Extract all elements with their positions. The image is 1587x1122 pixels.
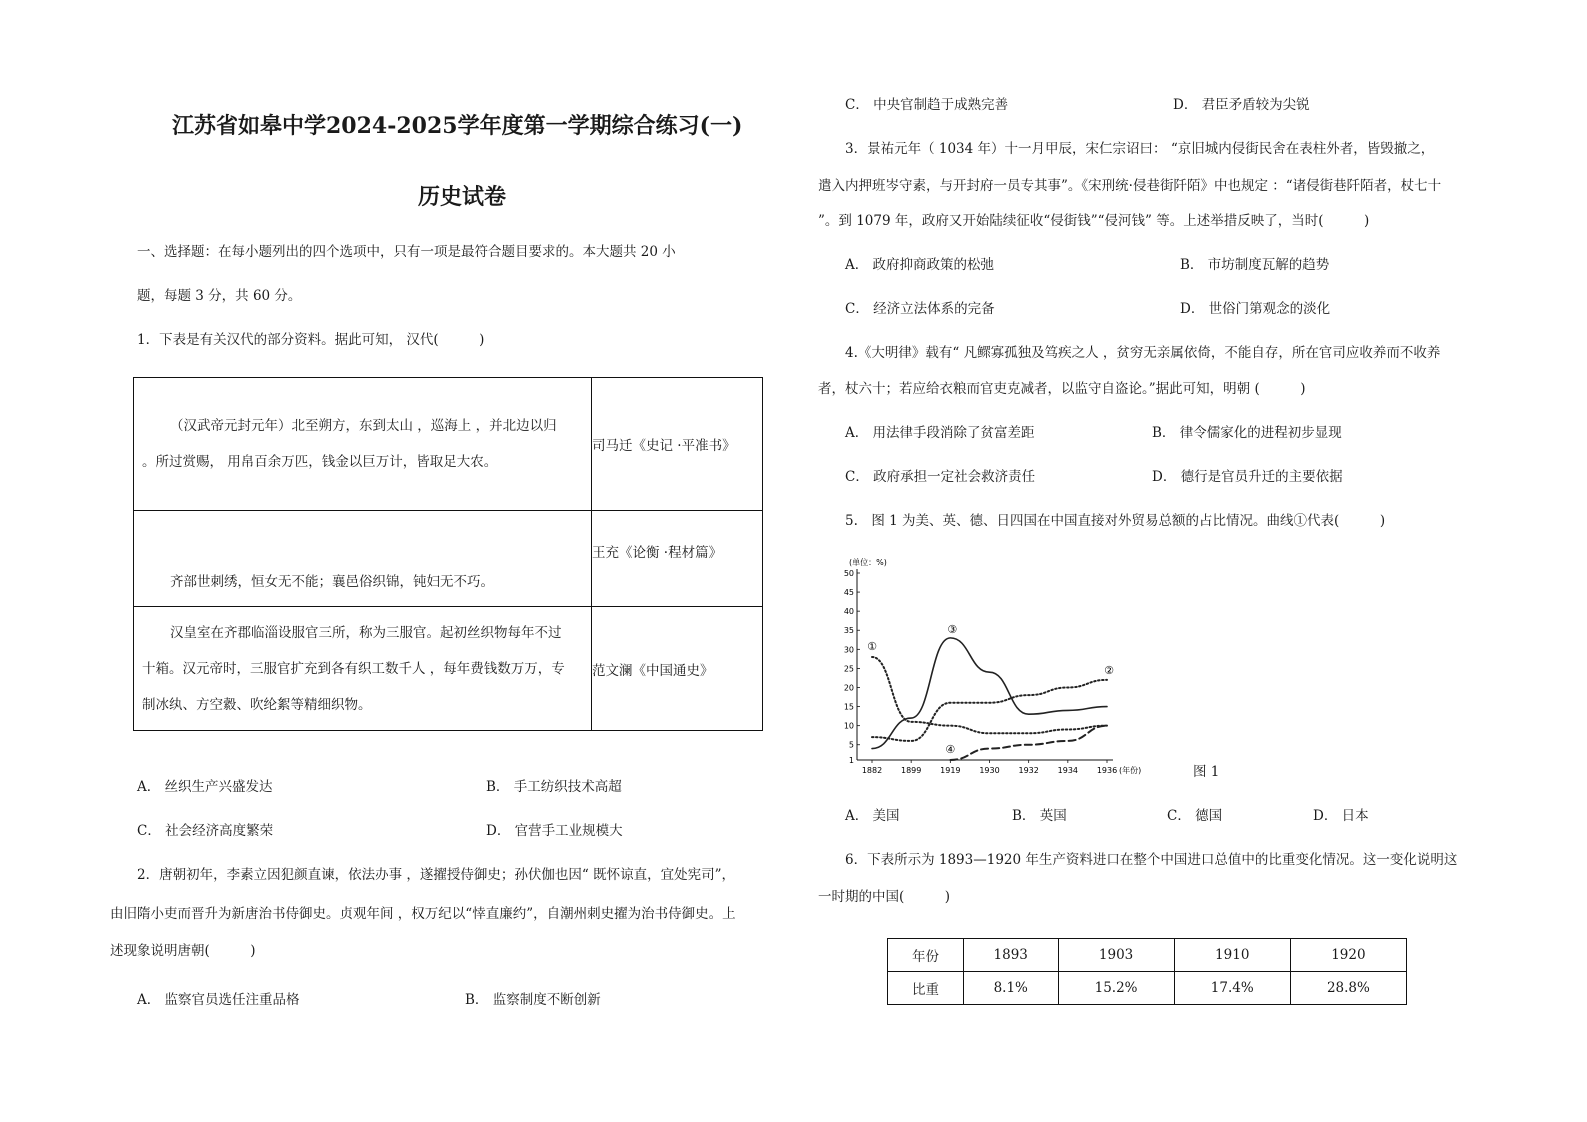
q3-option-c[interactable]: C． 经济立法体系的完备 xyxy=(845,301,995,317)
q1-cell-text: 齐部世刺绣，恒女无不能；襄邑俗织锦，钝妇无不巧。 xyxy=(134,511,592,607)
q1-option-d[interactable]: D． 官营手工业规模大 xyxy=(486,823,623,839)
series-label: ① xyxy=(867,639,877,653)
table-cell: 1920 xyxy=(1290,939,1406,972)
table-row xyxy=(888,972,1407,1005)
q1-cell-source: 司马迁《史记 ·平准书》 xyxy=(592,378,763,511)
table-cell: 1910 xyxy=(1174,939,1290,972)
x-axis-label: (年份) xyxy=(1119,766,1142,775)
x-tick-label: 1934 xyxy=(1057,766,1079,775)
x-tick-label: 1930 xyxy=(979,766,1000,775)
table-cell: 比重 xyxy=(888,972,964,1005)
q4-line1: 4.《大明律》载有“ 凡鳏寡孤独及笃疾之人 ，贫穷无亲属依倚，不能自存，所在官司应收养而不收养 xyxy=(845,345,1441,361)
q1-stem: 1．下表是有关汉代的部分资料。据此可知， 汉代( ) xyxy=(137,332,485,348)
y-tick-label: 50 xyxy=(843,569,854,578)
series-line xyxy=(872,657,1107,733)
q3-line1: 3．景祐元年（ 1034 年）十一月甲辰，宋仁宗诏曰： “京旧城内侵街民舍在表柱外者，皆毁撤之， xyxy=(845,141,1435,157)
q2-option-a[interactable]: A． 监察官员选任注重品格 xyxy=(137,992,300,1008)
q4-option-d[interactable]: D． 德行是官员升迁的主要依据 xyxy=(1152,469,1343,485)
q3-option-a[interactable]: A． 政府抑商政策的松弛 xyxy=(845,257,995,273)
q3-line3: ”。到 1079 年，政府又开始陆续征收“侵街钱”“侵河钱” 等。上述举措反映了，当时( ) xyxy=(818,213,1370,229)
table-cell: 1903 xyxy=(1058,939,1174,972)
table-cell: 28.8% xyxy=(1290,972,1406,1005)
series-label: ② xyxy=(1104,663,1114,677)
figure-label: 图 1 xyxy=(1193,764,1220,780)
series-line xyxy=(872,638,1107,749)
q5-option-a[interactable]: A． 美国 xyxy=(845,808,900,824)
y-tick-label: 40 xyxy=(843,607,854,617)
q3-option-b[interactable]: B． 市坊制度瓦解的趋势 xyxy=(1180,257,1330,273)
x-tick-label: 1882 xyxy=(861,766,883,775)
table-row xyxy=(134,511,763,607)
q3-line2: 遣入内押班岑守素，与开封府一员专其事”。《宋刑统·侵巷街阡陌》中也规定 ：“诸侵街巷阡陌者，杖七十 xyxy=(818,178,1442,194)
y-tick-label: 45 xyxy=(843,588,854,598)
y-tick-label: 20 xyxy=(843,683,854,693)
table-row xyxy=(134,607,763,731)
q1-source-table xyxy=(133,377,763,731)
table-cell: 1893 xyxy=(963,939,1058,972)
q2-line3: 述现象说明唐朝( ) xyxy=(110,943,256,959)
y-axis-label: (单位：%) xyxy=(849,558,887,567)
y-tick-label: 1 xyxy=(848,756,854,765)
q1-cell-source: 范文澜《中国通史》 xyxy=(592,607,763,731)
series-label: ④ xyxy=(945,743,956,756)
q5-stem: 5. 图 1 为美、英、德、日四国在中国直接对外贸易总额的占比情况。曲线①代表( ) xyxy=(845,513,1386,529)
q5-option-b[interactable]: B． 英国 xyxy=(1012,808,1067,824)
q6-line1: 6．下表所示为 1893—1920 年生产资料进口在整个中国进口总值中的比重变化情况。这一变化说明这 xyxy=(845,852,1458,868)
q6-import-table xyxy=(887,938,1407,1005)
page-subtitle: 历史试卷 xyxy=(418,184,507,210)
q2-option-d[interactable]: D． 君臣矛盾较为尖锐 xyxy=(1173,97,1310,113)
x-tick-label: 1919 xyxy=(940,766,961,775)
y-tick-label: 5 xyxy=(848,740,854,750)
y-tick-label: 35 xyxy=(843,626,854,636)
table-cell: 17.4% xyxy=(1174,972,1290,1005)
q4-option-c[interactable]: C． 政府承担一定社会救济责任 xyxy=(845,469,1036,485)
q5-option-d[interactable]: D． 日本 xyxy=(1313,808,1369,824)
q2-line2: 由旧隋小吏而晋升为新唐治书侍御史。贞观年间 ，权万纪以“悻直廉约”，自潮州刺史擢为治书侍御史。上 xyxy=(110,906,736,922)
q4-option-a[interactable]: A． 用法律手段消除了贫富差距 xyxy=(845,425,1035,441)
q2-line1: 2．唐朝初年，李素立因犯颜直谏，依法办事 ，遂擢授侍御史；孙伏伽也因“ 既怀谅直，宜处宪司”， xyxy=(137,867,735,883)
q6-line2: 一时期的中国( ) xyxy=(818,889,951,905)
trade-share-chart xyxy=(845,555,1155,785)
table-row xyxy=(888,939,1407,972)
y-tick-label: 25 xyxy=(843,664,854,674)
q1-option-a[interactable]: A． 丝织生产兴盛发达 xyxy=(137,779,273,795)
q1-option-b[interactable]: B． 手工纺织技术高超 xyxy=(486,779,622,795)
x-tick-label: 1936 xyxy=(1096,766,1118,775)
table-cell: 15.2% xyxy=(1058,972,1174,1005)
q4-option-b[interactable]: B． 律令儒家化的进程初步显现 xyxy=(1152,425,1342,441)
y-tick-label: 10 xyxy=(843,721,854,731)
series-label: ③ xyxy=(947,622,958,636)
table-cell: 年份 xyxy=(888,939,964,972)
q1-cell-text: 汉皇室在齐郡临淄设服官三所，称为三服官。起初丝织物每年不过 十箱。汉元帝时，三服官扩充到各有织工数千人 ，每年费钱数万万，专 制冰纨、方空縠、吹纶絮等精细织物。 xyxy=(134,607,592,731)
section-instructions-line2: 题，每题 3 分，共 60 分。 xyxy=(137,288,302,304)
q4-line2: 者，杖六十；若应给衣粮而官吏克减者，以监守自盗论。”据此可知，明朝 ( ) xyxy=(818,381,1306,397)
section-instructions-line1: 一、选择题：在每小题列出的四个选项中，只有一项是最符合题目要求的。本大题共 20 小 xyxy=(137,244,676,260)
x-tick-label: 1932 xyxy=(1018,766,1039,775)
q2-option-b[interactable]: B． 监察制度不断创新 xyxy=(465,992,601,1008)
page-title: 江苏省如皋中学2024-2025学年度第一学期综合练习(一) xyxy=(172,113,743,139)
q3-option-d[interactable]: D． 世俗门第观念的淡化 xyxy=(1180,301,1331,317)
q2-option-c[interactable]: C． 中央官制趋于成熟完善 xyxy=(845,97,1009,113)
x-tick-label: 1899 xyxy=(900,766,922,775)
q1-cell-source: 王充《论衡 ·程材篇》 xyxy=(592,511,763,607)
q5-option-c[interactable]: C． 德国 xyxy=(1167,808,1223,824)
y-tick-label: 30 xyxy=(843,645,854,655)
q1-cell-text: （汉武帝元封元年）北至朔方，东到太山 ，巡海上 ，并北边以归 。所过赏赐， 用帛百余万匹，钱金以巨万计，皆取足大农。 xyxy=(134,378,592,511)
q1-option-c[interactable]: C． 社会经济高度繁荣 xyxy=(137,823,274,839)
table-cell: 8.1% xyxy=(963,972,1058,1005)
y-tick-label: 15 xyxy=(843,702,854,712)
table-row xyxy=(134,378,763,511)
